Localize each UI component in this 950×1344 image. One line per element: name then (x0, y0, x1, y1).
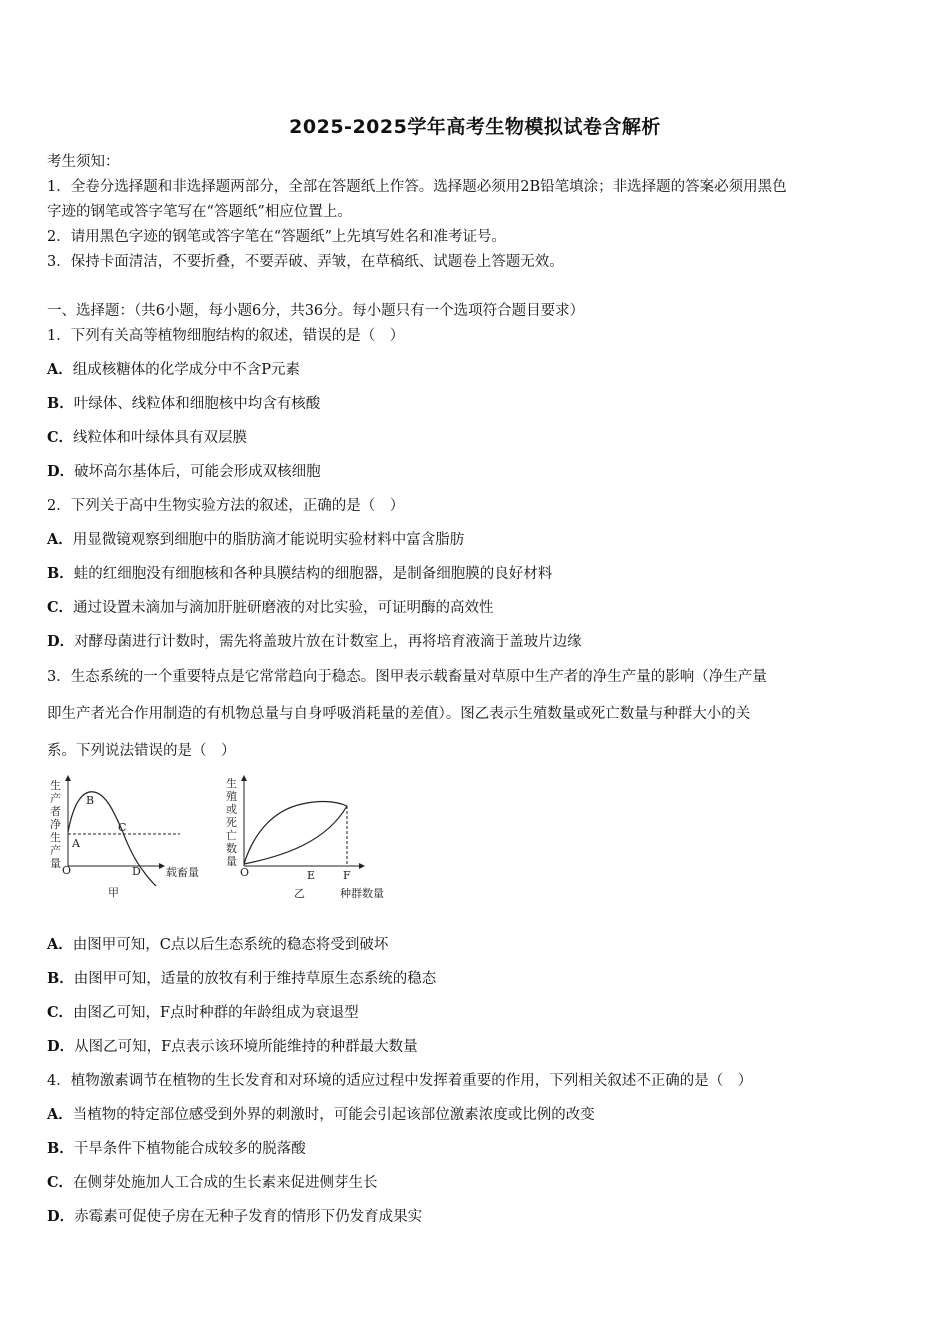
option-item (47, 462, 910, 482)
option-item (47, 1173, 910, 1193)
yi-caption: 乙 (294, 887, 305, 900)
option-text: 破坏高尔基体后，可能会形成双核细胞 (74, 464, 321, 480)
option-item (47, 1139, 910, 1159)
question-stem: 2．下列关于高中生物实验方法的叙述，正确的是（ ） (47, 498, 405, 514)
option-text: 在侧芽处施加人工合成的生长素来促进侧芽生长 (73, 1175, 378, 1191)
option-text: 从图乙可知，F点表示该环境所能维持的种群最大数量 (74, 1039, 418, 1055)
yi-ylabel-char: 亡 (226, 829, 237, 842)
notice-item: 2．请用黑色字迹的钢笔或答字笔在“答题纸”上先填写姓名和准考证号。 (47, 229, 507, 245)
figure-jia (50, 778, 199, 899)
yi-x-label: 种群数量 (340, 887, 384, 900)
option-text: 组成核糖体的化学成分中不含P元素 (72, 362, 301, 378)
option-letter: B． (47, 1140, 74, 1157)
jia-curve (68, 792, 156, 886)
option-text: 当植物的特定部位感受到外界的刺激时，可能会引起该部位激素浓度或比例的改变 (72, 1107, 595, 1123)
jia-ylabel-char: 量 (50, 857, 61, 870)
option-letter: B． (47, 970, 74, 987)
notice-item: 3．保持卡面清洁，不要折叠，不要弄破、弄皱，在草稿纸、试题卷上答题无效。 (47, 254, 564, 270)
option-item (47, 1207, 910, 1227)
option-text: 由图甲可知，适量的放牧有利于维持草原生态系统的稳态 (73, 971, 437, 987)
option-text: 由图甲可知，C点以后生态系统的稳态将受到破坏 (72, 937, 389, 953)
jia-point-label: A (72, 837, 80, 850)
option-item (47, 935, 910, 955)
option-item (47, 394, 910, 414)
option-letter: D． (47, 1208, 75, 1225)
option-item (47, 360, 910, 380)
jia-ylabel-char: 生 (50, 831, 61, 844)
option-item (47, 1037, 910, 1057)
page-title: 2025-2025学年高考生物模拟试卷含解析 (289, 116, 661, 138)
question-figure (44, 772, 404, 904)
option-letter: D． (47, 463, 75, 480)
option-letter: D． (47, 633, 75, 650)
option-item (47, 969, 910, 989)
yi-ylabel-char: 数 (226, 842, 237, 855)
option-letter: D． (47, 1038, 75, 1055)
yi-ylabel-char: 或 (226, 803, 237, 816)
figure-yi (226, 776, 384, 900)
yi-origin-label: O (240, 866, 250, 879)
question-stem: 4．植物激素调节在植物的生长发育和对环境的适应过程中发挥着重要的作用，下列相关叙述不正确的是（ ） (47, 1073, 753, 1089)
option-letter: A． (47, 361, 73, 378)
option-letter: C． (47, 429, 74, 446)
yi-death-curve (244, 806, 347, 864)
option-text: 叶绿体、线粒体和细胞核中均含有核酸 (73, 396, 321, 412)
figure-svg (44, 772, 404, 904)
jia-ylabel-char: 产 (50, 844, 61, 857)
option-letter: A． (47, 1106, 73, 1123)
option-letter: A． (47, 936, 73, 953)
yi-birth-curve (244, 802, 347, 864)
option-letter: C． (47, 599, 74, 616)
jia-x-label: 载畜量 (166, 866, 199, 879)
option-item (47, 530, 910, 550)
option-item (47, 632, 910, 652)
option-item (47, 564, 910, 584)
option-text: 通过设置未滴加与滴加肝脏研磨液的对比实验，可证明酶的高效性 (73, 600, 494, 616)
option-text: 赤霉素可促使子房在无种子发育的情形下仍发育成果实 (74, 1209, 423, 1225)
jia-caption: 甲 (108, 886, 119, 899)
notice-heading: 考生须知： (47, 154, 120, 170)
option-letter: C． (47, 1174, 74, 1191)
option-letter: A． (47, 531, 73, 548)
option-text: 蛙的红细胞没有细胞核和各种具膜结构的细胞器，是制备细胞膜的良好材料 (73, 566, 553, 582)
jia-ylabel-char: 生 (50, 779, 61, 792)
question-stem: 即生产者光合作用制造的有机物总量与自身呼吸消耗量的差值）。图乙表示生殖数量或死亡数量与种群大小的关 (47, 706, 751, 722)
yi-ylabel-char: 殖 (226, 790, 237, 803)
option-item (47, 428, 910, 448)
yi-ylabel-char: 生 (226, 777, 237, 790)
yi-ylabel-char: 死 (226, 816, 237, 829)
option-letter: C． (47, 1004, 74, 1021)
option-text: 线粒体和叶绿体具有双层膜 (73, 430, 248, 446)
option-text: 由图乙可知，F点时种群的年龄组成为衰退型 (73, 1005, 359, 1021)
section-heading: 一、选择题：（共6小题，每小题6分，共36分。每小题只有一个选项符合题目要求） (47, 303, 585, 319)
jia-point-label: C (118, 821, 127, 834)
option-letter: B． (47, 395, 74, 412)
option-text: 干旱条件下植物能合成较多的脱落酸 (73, 1141, 306, 1157)
jia-ylabel-char: 净 (50, 818, 61, 831)
jia-point-label: B (86, 794, 95, 807)
question-stem: 1．下列有关高等植物细胞结构的叙述，错误的是（ ） (47, 328, 405, 344)
jia-origin-label: O (62, 864, 72, 877)
yi-point-label: F (343, 869, 351, 882)
option-item (47, 1105, 910, 1125)
jia-ylabel-char: 者 (50, 805, 61, 818)
jia-ylabel-char: 产 (50, 792, 61, 805)
option-item (47, 1003, 910, 1023)
yi-ylabel-char: 量 (226, 855, 237, 868)
option-letter: B． (47, 565, 74, 582)
jia-point-label: D (132, 865, 141, 878)
option-text: 对酵母菌进行计数时，需先将盖玻片放在计数室上，再将培育液滴于盖玻片边缘 (74, 634, 582, 650)
notice-item: 1．全卷分选择题和非选择题两部分，全部在答题纸上作答。选择题必须用2B铅笔填涂；非选择题的答案必须用黑色 (47, 179, 787, 195)
question-stem: 系。下列说法错误的是（ ） (47, 743, 236, 759)
notice-item: 字迹的钢笔或答字笔写在“答题纸”相应位置上。 (47, 204, 352, 220)
yi-point-label: E (307, 869, 316, 882)
option-item (47, 598, 910, 618)
question-stem: 3．生态系统的一个重要特点是它常常趋向于稳态。图甲表示载畜量对草原中生产者的净生产量的影响（净生产量 (47, 669, 767, 685)
option-text: 用显微镜观察到细胞中的脂肪滴才能说明实验材料中富含脂肪 (72, 532, 465, 548)
